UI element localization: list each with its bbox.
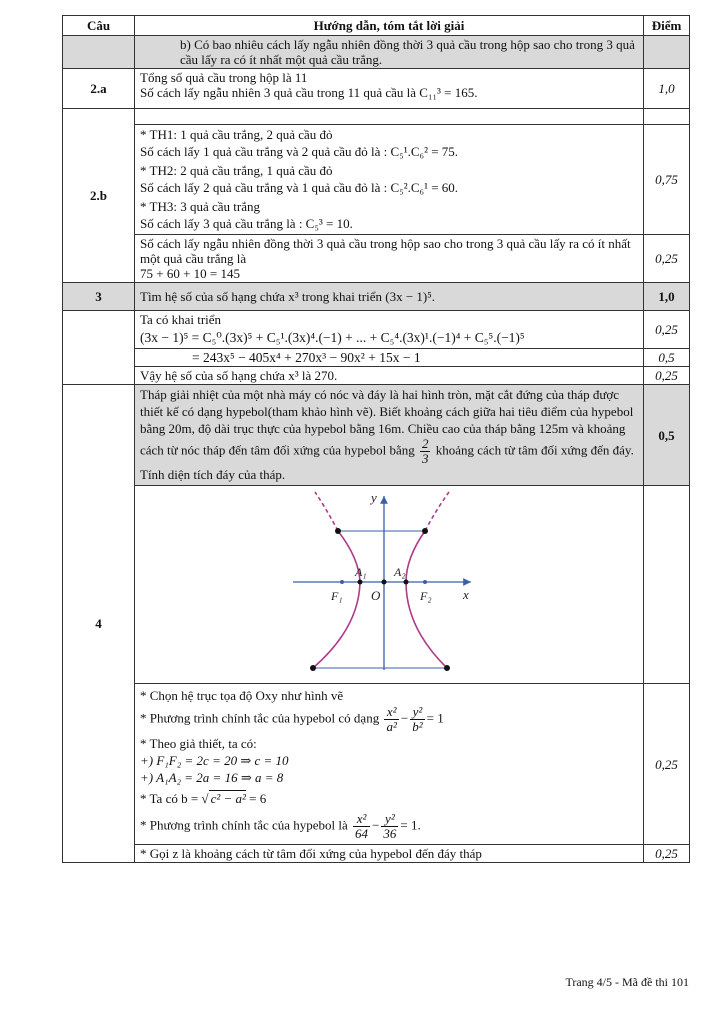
hyperbola-right-dashed bbox=[425, 492, 449, 531]
header-huong-dan: Hướng dẫn, tóm tắt lời giải bbox=[135, 16, 644, 36]
fraction-two-thirds: $\frac{2}{3}$ bbox=[421, 436, 429, 466]
question-3: Tìm hệ số của số hạng chứa x³ trong khai triển (3x − 1)⁵. bbox=[135, 283, 644, 311]
table-row bbox=[63, 385, 690, 486]
text-3-conclusion: Vậy hệ số của số hạng chứa x³ là 270. bbox=[135, 367, 644, 385]
label-x: x bbox=[463, 587, 469, 602]
text-2a-line1: Tổng số quả cầu trong hộp là 11 bbox=[140, 70, 308, 85]
point-bottom-left bbox=[310, 665, 316, 671]
score-3-c: 0,25 bbox=[644, 367, 690, 385]
point-top-left bbox=[335, 528, 341, 534]
label-2b: 2.b bbox=[63, 109, 135, 283]
question-4: Tháp giải nhiệt của một nhà máy có nóc và đáy là hai hình tròn, mặt cắt đứng của tháp được thiết kế có dạng hypebol(tham khảo hình vẽ). Biết khoảng cách giữa hai tiêu điểm của hypebol bằng 20m, độ dài trục thực của hypebol bằng 16m. Chiều cao của tháp bằng 125m và khoảng cách từ nóc tháp đến tâm đối xứng của hypebol bằng $\frac{2}{3}$ khoảng cách từ tâm đối xứng đến đáy. Tính diện tích đáy của tháp. bbox=[135, 385, 644, 486]
table-row bbox=[63, 283, 690, 311]
score-2b-summary: 0,25 bbox=[644, 235, 690, 283]
table-row bbox=[63, 486, 690, 684]
q2b-intro: b) Có bao nhiêu cách lấy ngẫu nhiên đồng thời 3 quả cầu trong hộp sao cho trong 3 quả cầu lấy ra có ít nhất một quả cầu trắng. bbox=[135, 36, 644, 69]
label-F2: F₂ bbox=[420, 589, 432, 603]
label-2a: 2.a bbox=[63, 69, 135, 109]
text-3-result: = 243x⁵ − 405x⁴ + 270x³ − 90x² + 15x − 1 bbox=[192, 350, 421, 365]
score-4-last: 0,25 bbox=[644, 845, 690, 863]
hyperbola-left-dashed bbox=[315, 492, 338, 531]
label-F1: F₁ bbox=[331, 589, 343, 603]
text-3-line1: Ta có khai triển bbox=[140, 312, 222, 327]
point-O bbox=[382, 580, 387, 585]
table-row bbox=[63, 367, 690, 385]
table-header-row bbox=[63, 16, 690, 36]
header-cau: Câu bbox=[63, 16, 135, 36]
solution-4: * Chọn hệ trục tọa độ Oxy như hình vẽ * Phương trình chính tắc của hypebol có dạng $\frac{\text{x²}}{\text{a²}}$ − $\frac{\text{y²}}{\text{b²}}$ = 1 * Theo giả thiết, ta có: +) F₁F₂ = 2c = 20 ⇒ c = 10 +) A₁A₂ = 2a = 16 ⇒ a = 8 * Ta có b = √ c² − a² = 6 * Phương trình chính tắc của hypebol là $\frac{\text{x²}}{64}$ − $\frac{\text{y²}}{36}$ = 1. bbox=[135, 684, 644, 845]
table-row bbox=[63, 235, 690, 283]
text-2a-line2: Số cách lấy ngẫu nhiên 3 quả cầu trong 11 quả cầu là C₁₁³ = 165. bbox=[140, 85, 478, 100]
table-row bbox=[63, 684, 690, 845]
label-4: 4 bbox=[63, 385, 135, 863]
score-4-question: 0,5 bbox=[644, 385, 690, 486]
table-row bbox=[63, 845, 690, 863]
score-2b-cases: 0,75 bbox=[644, 125, 690, 235]
point-F2 bbox=[423, 580, 427, 584]
label-y: y bbox=[371, 490, 377, 505]
label-3: 3 bbox=[63, 283, 135, 311]
point-F1 bbox=[340, 580, 344, 584]
label-A2: A₂ bbox=[394, 565, 406, 579]
text-2b-cases: * TH1: 1 quả cầu trắng, 2 quả cầu đỏ Số cách lấy 1 quả cầu trắng và 2 quả cầu đỏ là : C₅¹.C₆² = 75. * TH2: 2 quả cầu trắng, 1 quả cầu đỏ Số cách lấy 2 quả cầu trắng và 1 quả cầu đỏ là : C₅².C₆¹ = 60. * TH3: 3 quả cầu trắng Số cách lấy 3 quả cầu trắng là : C₅³ = 10. bbox=[135, 125, 644, 235]
hyperbola-figure bbox=[289, 488, 489, 678]
solution-table bbox=[62, 15, 690, 863]
point-A1 bbox=[358, 580, 363, 585]
text-2b-total: 75 + 60 + 10 = 145 bbox=[140, 266, 240, 281]
table-row bbox=[63, 109, 690, 125]
text-3-expansion: (3x − 1)⁵ = C₅⁰.(3x)⁵ + C₅¹.(3x)⁴.(−1) + ... + C₅⁴.(3x)¹.(−1)⁴ + C₅⁵.(−1)⁵ bbox=[140, 330, 525, 345]
text-4-last: * Gọi z là khoảng cách từ tâm đối xứng của hypebol đến đáy tháp bbox=[135, 845, 644, 863]
page-footer: Trang 4/5 - Mã đề thi 101 bbox=[565, 975, 689, 989]
point-bottom-right bbox=[444, 665, 450, 671]
table-row bbox=[63, 311, 690, 349]
hyperbola-figure-cell bbox=[135, 486, 644, 684]
text-2b-summary: Số cách lấy ngẫu nhiên đồng thời 3 quả cầu trong hộp sao cho trong 3 quả cầu lấy ra có ít nhất một quả cầu trắng là bbox=[140, 236, 631, 266]
point-A2 bbox=[404, 580, 409, 585]
table-row bbox=[63, 349, 690, 367]
score-3-a: 0,25 bbox=[644, 311, 690, 349]
label-A1: A₁ bbox=[355, 565, 367, 579]
score-2a: 1,0 bbox=[644, 69, 690, 109]
score-4-solution: 0,25 bbox=[644, 684, 690, 845]
score-3-question: 1,0 bbox=[644, 283, 690, 311]
label-O: O bbox=[371, 588, 381, 603]
table-row bbox=[63, 69, 690, 109]
header-diem: Điểm bbox=[644, 16, 690, 36]
table-row bbox=[63, 125, 690, 235]
score-3-b: 0,5 bbox=[644, 349, 690, 367]
table-row bbox=[63, 36, 690, 69]
point-top-right bbox=[422, 528, 428, 534]
